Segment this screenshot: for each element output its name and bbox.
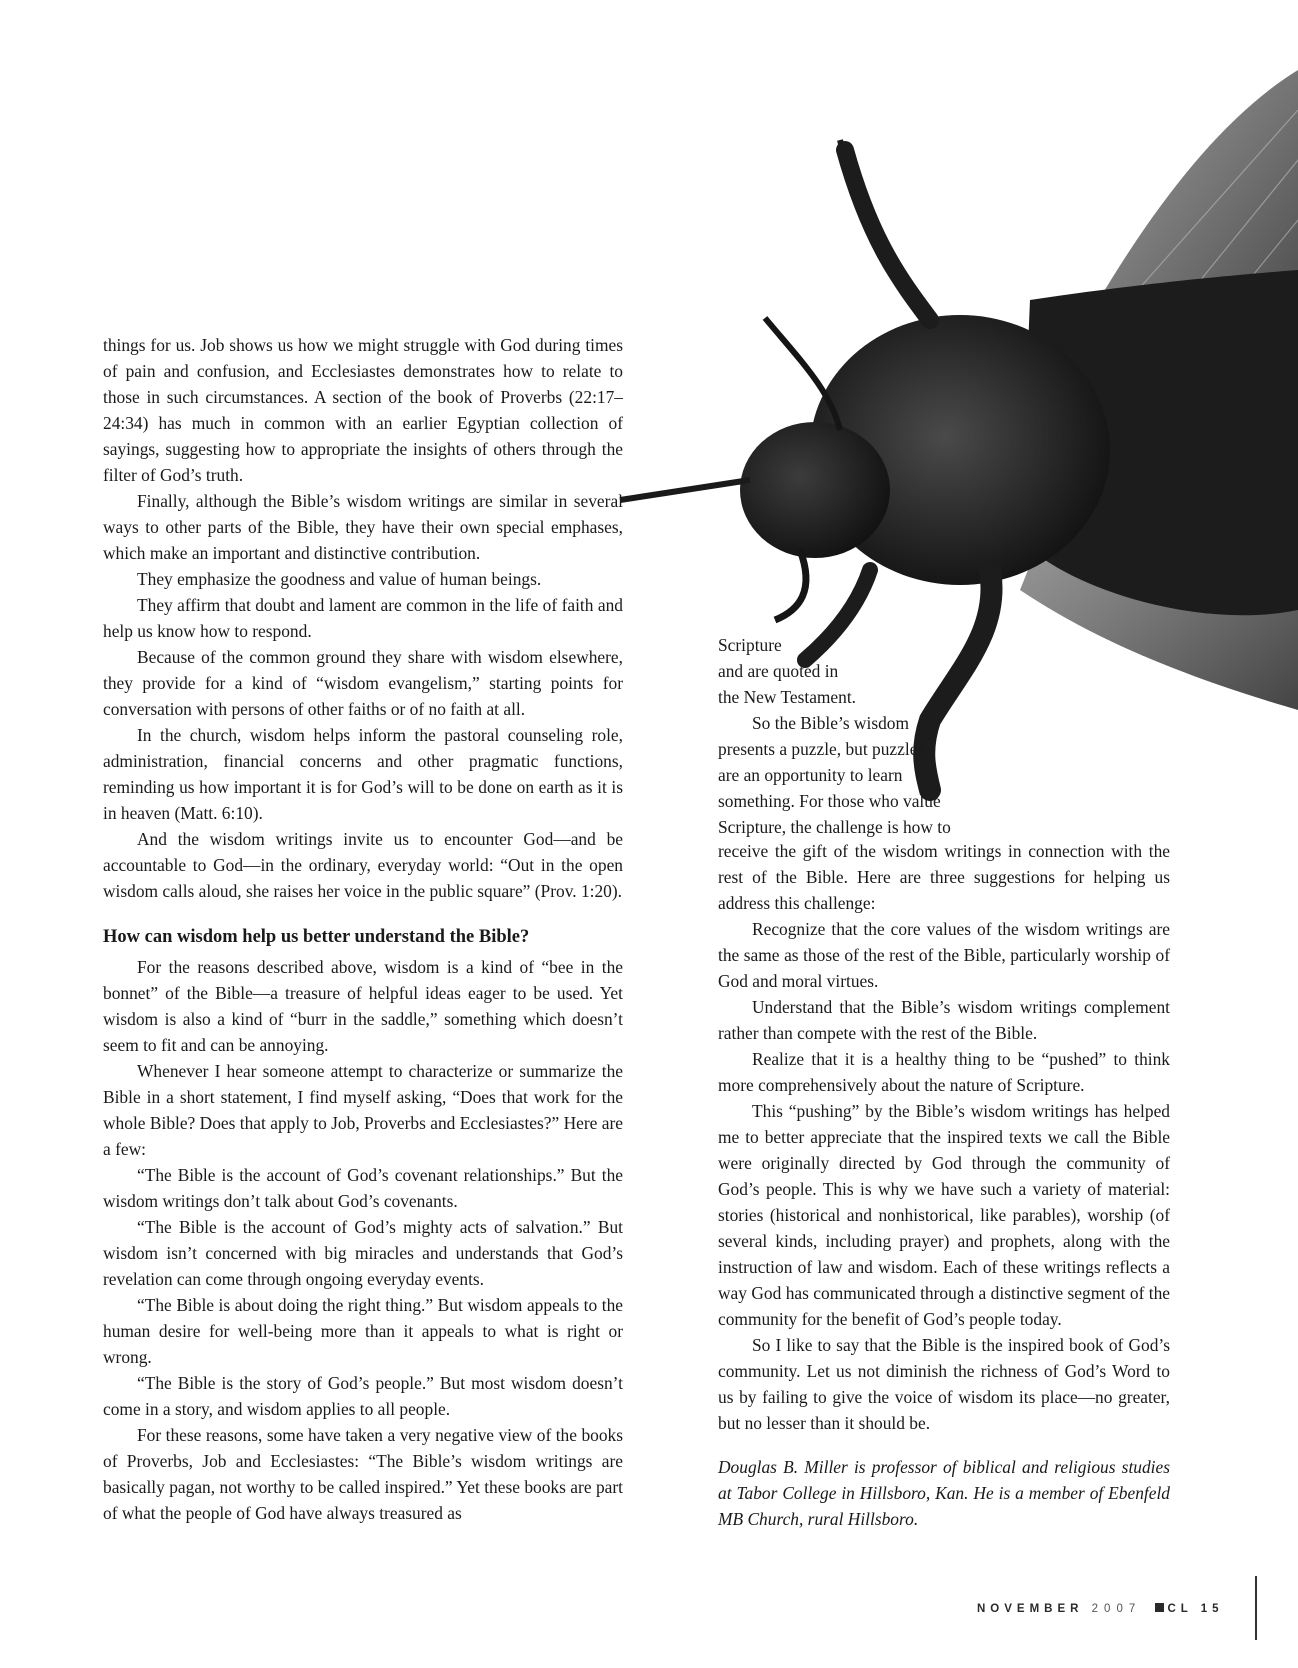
- paragraph: And the wisdom writings invite us to encounter God—and be accountable to God—in the ordinary, everyday world: “Out in the open wisdom calls aloud, she raises her voice in the public square” (Prov. 1:20).: [103, 829, 623, 901]
- section-heading: How can wisdom help us better understand the Bible?: [103, 927, 530, 947]
- text-line: something. For those who value: [718, 791, 941, 811]
- paragraph: So I like to say that the Bible is the inspired book of God’s community. Let us not diminish the richness of God’s Word to us by failing to give the voice of wisdom its place—no greater, but no lesser than it should be.: [718, 1335, 1170, 1433]
- text-line: Scripture: [718, 635, 782, 655]
- paragraph: Realize that it is a healthy thing to be “pushed” to think more comprehensively about the nature of Scripture.: [718, 1049, 1170, 1095]
- paragraph: For these reasons, some have taken a very negative view of the books of Proverbs, Job and Ecclesiastes: “The Bible’s wisdom writings are basically pagan, not worthy to be called inspired.” Yet these books are part of what the people of God have always treasured as: [103, 1425, 623, 1523]
- page-number: 15: [1200, 1603, 1224, 1615]
- page-folio: [977, 1603, 1224, 1615]
- text-line: presents a puzzle, but puzzles: [718, 739, 925, 759]
- paragraph: In the church, wisdom helps inform the pastoral counseling role, administration, financial concerns and other pragmatic functions, reminding us how important it is for God’s will to be done on earth as it is in heaven (Matt. 6:10).: [103, 725, 623, 823]
- folio-month: NOVEMBER: [977, 1603, 1084, 1615]
- paragraph: “The Bible is the account of God’s mighty acts of salvation.” But wisdom isn’t concerned with big miracles and understands that God’s revelation can come through ongoing everyday events.: [103, 1217, 623, 1289]
- paragraph: This “pushing” by the Bible’s wisdom writings has helped me to better appreciate that the inspired texts we call the Bible were originally directed by God through the community of God’s people. This is why we have such a variety of material: stories (historical and nonhistorical, like parables), worship (of several kinds, including prayer) and prophets, along with the instruction of law and wisdom. Each of these writings reflects a way God has communicated through a distinctive segment of the community for the benefit of God’s people today.: [718, 1101, 1170, 1329]
- text-line: the New Testament.: [718, 687, 857, 707]
- paragraph: “The Bible is the account of God’s covenant relationships.” But the wisdom writings don’t talk about God’s covenants.: [103, 1165, 623, 1211]
- text-line: and are quoted in: [718, 661, 839, 681]
- text-line: are an opportunity to learn: [718, 765, 903, 785]
- paragraph: “The Bible is about doing the right thing.” But wisdom appeals to the human desire for well-being more than it appeals to what is right or wrong.: [103, 1295, 623, 1367]
- paragraph: They affirm that doubt and lament are common in the life of faith and help us know how to respond.: [103, 595, 623, 641]
- right-column: [718, 838, 1170, 1532]
- folio-year: 2007: [1091, 1603, 1142, 1615]
- right-column-wrap: [718, 632, 978, 840]
- left-column: [103, 332, 623, 1526]
- paragraph: things for us. Job shows us how we might struggle with God during times of pain and confusion, and Ecclesiastes demonstrates how to relate to those in such circumstances. A section of the book of Proverbs (22:17–24:34) has much in common with an earlier Egyptian collection of sayings, suggesting how to appropriate the insights of others through the filter of God’s truth.: [103, 335, 623, 485]
- folio-square-icon: [1155, 1603, 1164, 1612]
- text-line: Scripture, the challenge is how to: [718, 817, 951, 837]
- paragraph: Recognize that the core values of the wisdom writings are the same as those of the rest of the Bible, particularly worship of God and moral virtues.: [718, 919, 1170, 991]
- paragraph: Finally, although the Bible’s wisdom writings are similar in several ways to other parts of the Bible, they have their own special emphases, which make an important and distinctive contribution.: [103, 491, 623, 563]
- paragraph: They emphasize the goodness and value of human beings.: [137, 569, 542, 589]
- paragraph: Whenever I hear someone attempt to characterize or summarize the Bible in a short statement, I find myself asking, “Does that work for the whole Bible? Does that apply to Job, Proverbs and Ecclesiastes?” Here are a few:: [103, 1061, 623, 1159]
- margin-rule: [1255, 1576, 1257, 1640]
- paragraph: “The Bible is the story of God’s people.” But most wisdom doesn’t come in a story, and wisdom applies to all people.: [103, 1373, 623, 1419]
- paragraph: Understand that the Bible’s wisdom writings complement rather than compete with the rest of the Bible.: [718, 997, 1170, 1043]
- text-line: So the Bible’s wisdom: [752, 713, 910, 733]
- paragraph: Because of the common ground they share with wisdom elsewhere, they provide for a kind of “wisdom evangelism,” starting points for conversation with persons of other faiths or of no faith at all.: [103, 647, 623, 719]
- paragraph: For the reasons described above, wisdom is a kind of “bee in the bonnet” of the Bible—a treasure of helpful ideas eager to be used. Yet wisdom is also a kind of “burr in the saddle,” something which doesn’t seem to fit and can be annoying.: [103, 957, 623, 1055]
- paragraph: receive the gift of the wisdom writings in connection with the rest of the Bible. Here are three suggestions for helping us address this challenge:: [718, 841, 1170, 913]
- author-bio: Douglas B. Miller is professor of biblical and religious studies at Tabor College in Hillsboro, Kan. He is a member of Ebenfeld MB Church, rural Hillsboro.: [718, 1457, 1170, 1529]
- folio-magazine: CL: [1167, 1603, 1193, 1615]
